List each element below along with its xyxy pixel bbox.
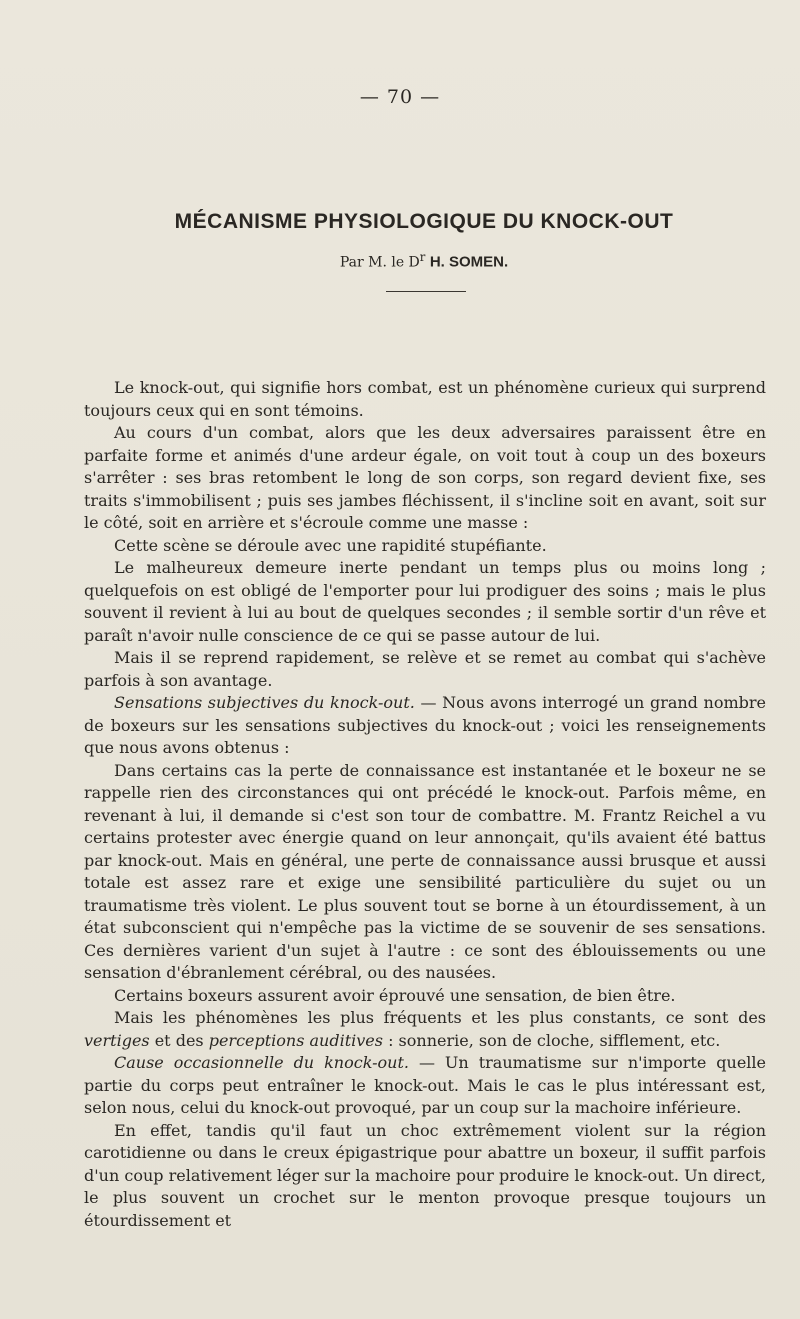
section-heading-sensations: Sensations subjectives du knock-out.: [114, 693, 415, 712]
paragraph-1: [84, 377, 766, 422]
author-byline: [0, 250, 800, 271]
paragraph-text: En effet, tandis qu'il faut un choc extrêmement violent sur la région carotidienne ou dans le creux épigastrique pour abattre un boxeur, il suffit parfois d'un coup relativement léger sur la machoire pour produire le knock-out. Un direct, le plus souvent un crochet sur le menton provoque presque toujours un étourdissement et: [84, 1120, 766, 1230]
paragraph-6: [84, 692, 766, 760]
paragraph-text: Certains boxeurs assurent avoir éprouvé une sensation, de bien être.: [114, 985, 676, 1005]
paragraph-text: Dans certains cas la perte de connaissance est instantanée et le boxeur ne se rappelle rien des circonstances qui ont précédé le knock-out. Parfois même, en revenant à lui, il demande si c'est son tour de combattre. M. Frantz Reichel a vu certains protester avec énergie quand on leur annonçait, qu'ils avaient été battus par knock-out. Mais en général, une perte de connaissance aussi brusque et aussi totale est assez rare et exige une sensibilité particulière du sujet ou un traumatisme très violent. Le plus souvent tout se borne à un étourdissement, à un état subconscient qui n'empêche pas la victime de se souvenir de ses sensations. Ces dernières varient d'un sujet à l'autre : ce sont des éblouissements ou une sensation d'ébranlement cérébral, ou des nausées.: [84, 760, 766, 982]
paragraph-text: Cette scène se déroule avec une rapidité stupéfiante.: [114, 535, 547, 555]
paragraph-text: Mais il se reprend rapidement, se relève et se remet au combat qui s'achève parfois à son avantage.: [84, 648, 766, 690]
article-title: MÉCANISME PHYSIOLOGIQUE DU KNOCK-OUT: [174, 210, 674, 233]
paragraph-text: et des: [149, 1030, 209, 1050]
paragraph-3: [84, 535, 766, 558]
paragraph-10: [84, 1052, 766, 1120]
emphasis-perceptions: perceptions auditives: [208, 1030, 383, 1050]
paragraph-text: Mais les phénomènes les plus fréquents et les plus constants, ce sont des: [114, 1008, 766, 1027]
byline-sup: r: [419, 250, 426, 264]
paragraph-text: Le malheureux demeure inerte pendant un temps plus ou moins long ; quelquefois on est obligé de l'emporter pour lui prodiguer des soins ; mais le plus souvent il revient à lui au bout de quelques secondes ; il semble sortir d'un rêve et paraît n'avoir nulle conscience de ce qui se passe autour de lui.: [84, 558, 766, 645]
paragraph-text: Au cours d'un combat, alors que les deux adversaires paraissent être en parfaite forme et animés d'une ardeur égale, on voit tout à coup un des boxeurs s'arrêter : ses bras retombent le long de son corps, son regard devient fixe, ses traits s'immobilisent ; puis ses jambes fléchissent, il s'incline soit en avant, soit sur le côté, soit en arrière et s'écroule comme une masse :: [84, 423, 766, 532]
paragraph-8: [84, 985, 766, 1008]
emphasis-vertiges: vertiges: [84, 1030, 150, 1050]
byline-prefix: Par M. le D: [339, 254, 420, 271]
paragraph-11: [84, 1120, 766, 1233]
paragraph-5: [84, 647, 766, 692]
paragraph-text: — Un traumatisme sur n'importe quelle partie du corps peut entraîner le knock-out. Mais le cas le plus intéressant est, selon nous, celui du knock-out provoqué, par un coup sur la machoire inférieure.: [84, 1053, 766, 1117]
paragraph-4: [84, 557, 766, 647]
article-body: [84, 377, 766, 1232]
paragraph-9: [84, 1007, 766, 1052]
separator-rule: [386, 291, 466, 292]
paragraph-text: Le knock-out, qui signifie hors combat, est un phénomène curieux qui surprend toujours ceux qui en sont témoins.: [84, 378, 766, 420]
paragraph-7: [84, 760, 766, 985]
page-number: — 70 —: [359, 86, 441, 108]
paragraph-text: — Nous avons interrogé un grand nombre de boxeurs sur les sensations subjectives du knock-out ; voici les renseignements que nous avons obtenus :: [84, 693, 766, 757]
paragraph-text: : sonnerie, son de cloche, sifflement, etc.: [382, 1030, 721, 1050]
author-name: H. SOMEN.: [429, 253, 509, 271]
section-heading-cause: Cause occasionnelle du knock-out.: [114, 1053, 409, 1072]
paragraph-2: [84, 422, 766, 535]
